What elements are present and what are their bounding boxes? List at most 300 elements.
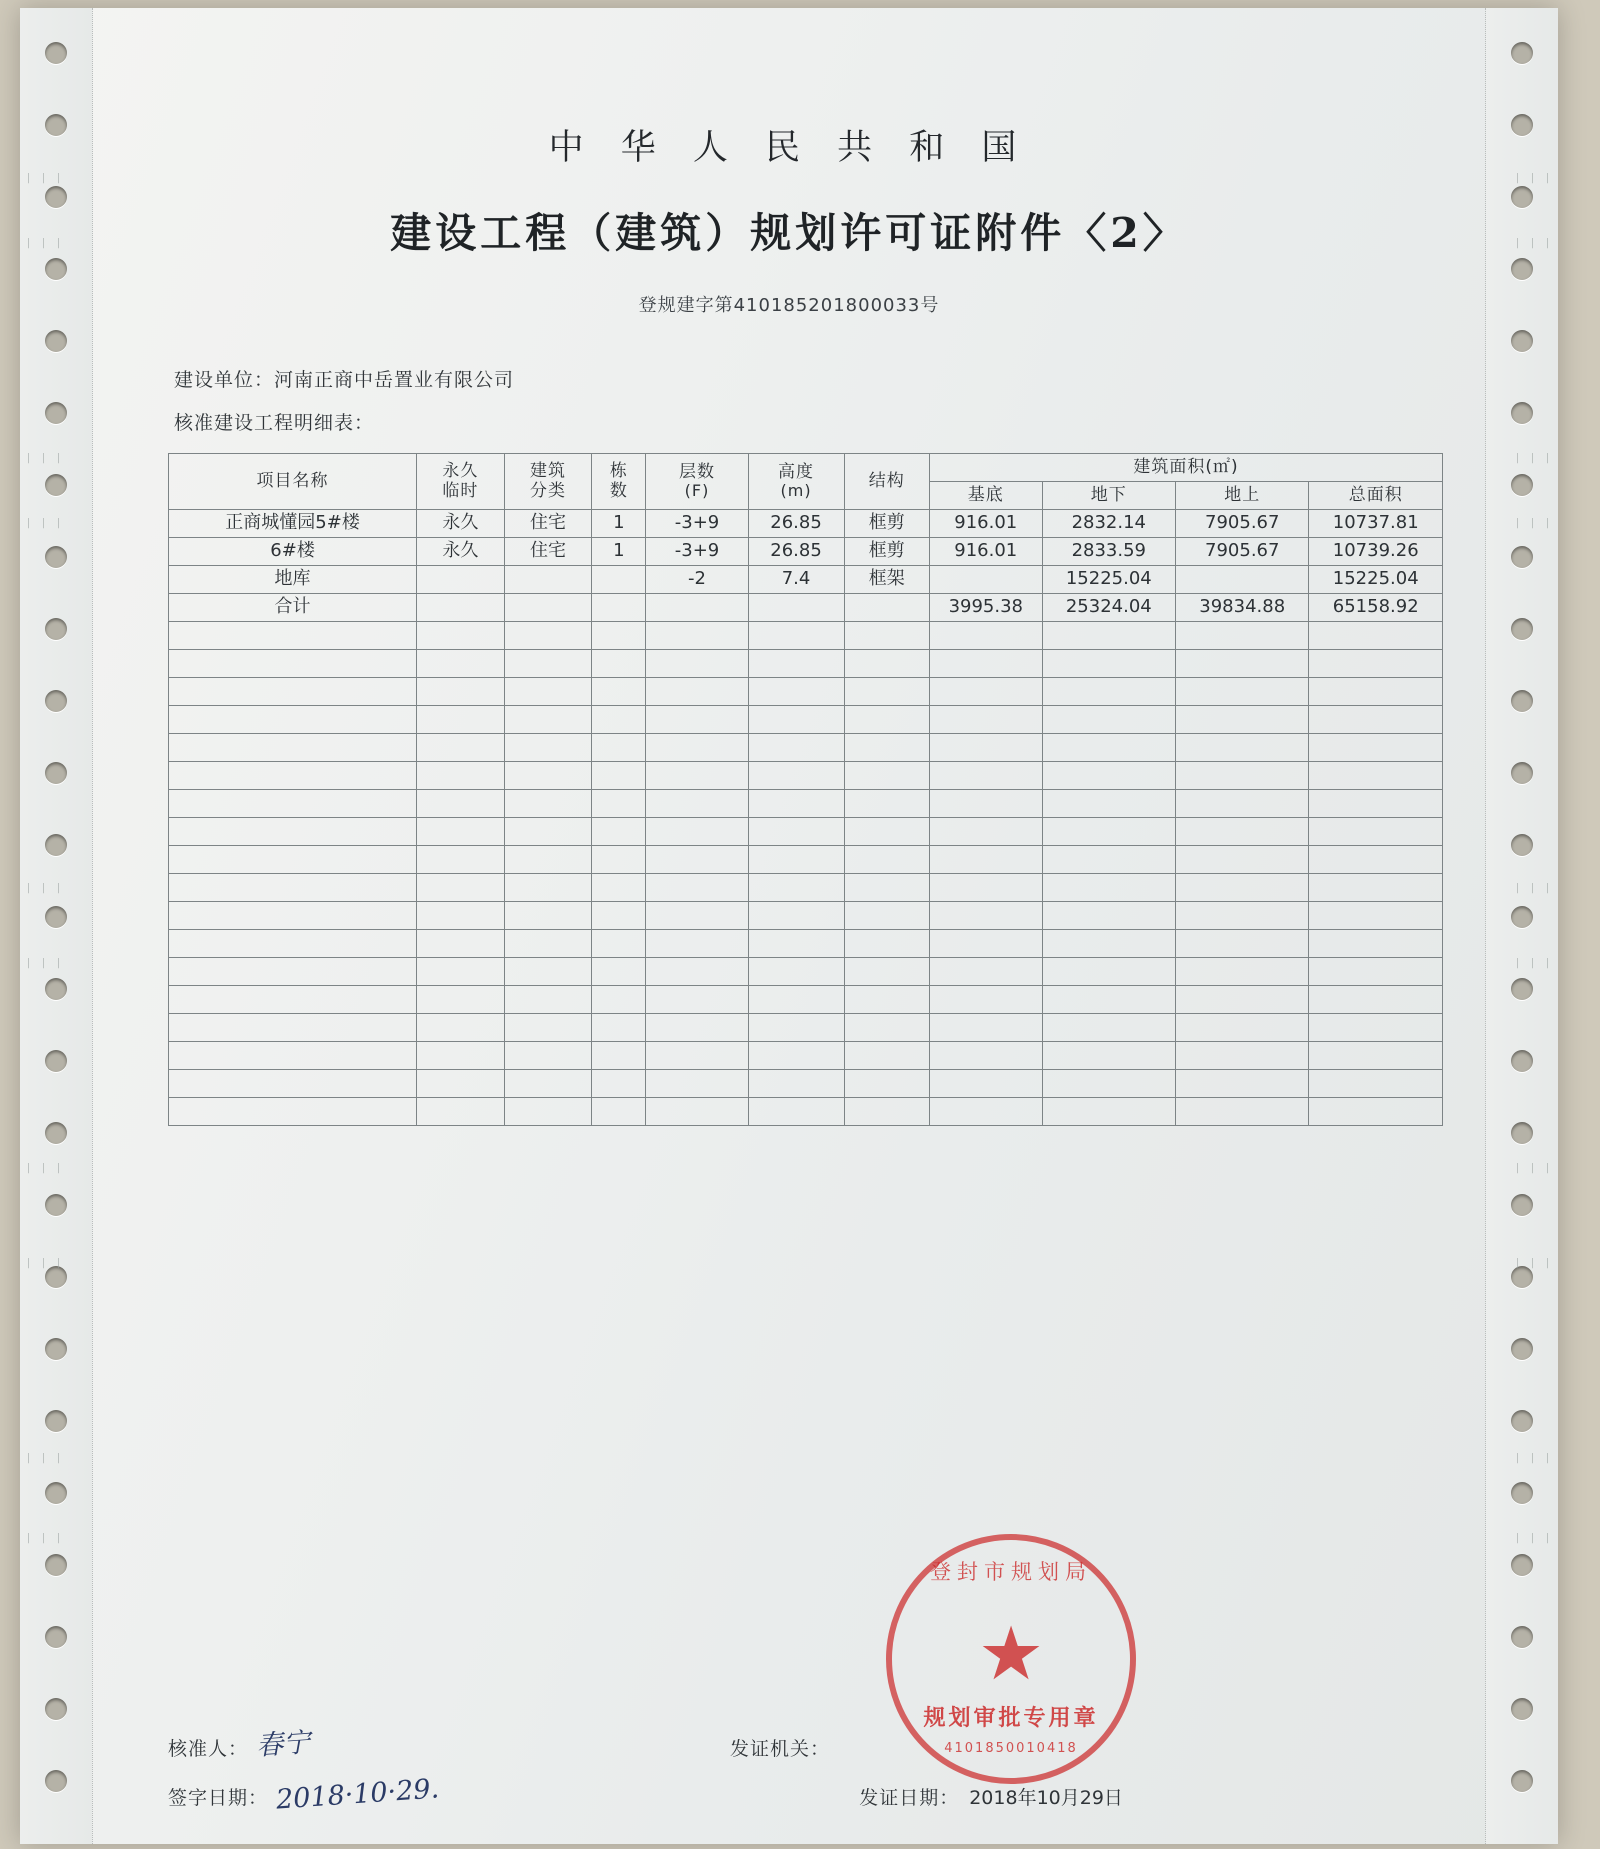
- cell-empty: [169, 958, 417, 986]
- print-artifact: ｜｜｜: [22, 518, 68, 531]
- feed-hole: [45, 1122, 67, 1144]
- table-row-empty: [169, 622, 1443, 650]
- cell-empty: [646, 790, 748, 818]
- print-artifact: ｜｜｜: [22, 173, 68, 186]
- cell-empty: [1309, 902, 1443, 930]
- cell-empty: [417, 734, 505, 762]
- cell-empty: [504, 1042, 592, 1070]
- cell-empty: [844, 930, 929, 958]
- cell-empty: [844, 790, 929, 818]
- builder-value: 河南正商中岳置业有限公司: [274, 369, 515, 391]
- cell-height: 26.85: [748, 538, 844, 566]
- seal-top-text: 登封市规划局: [930, 1560, 1092, 1584]
- feed-hole: [1511, 1410, 1533, 1432]
- cell-name: 地库: [169, 566, 417, 594]
- table-row-empty: [169, 930, 1443, 958]
- cell-count: 1: [592, 510, 646, 538]
- th-count-2: 数: [609, 480, 628, 501]
- feed-hole: [1511, 186, 1533, 208]
- cell-empty: [929, 622, 1042, 650]
- print-artifact: ｜｜｜: [22, 1258, 68, 1271]
- table-row-empty: [169, 874, 1443, 902]
- issuer-block: [730, 1722, 830, 1761]
- th-permanence: [417, 454, 505, 510]
- cell-empty: [1309, 622, 1443, 650]
- cell-empty: [929, 958, 1042, 986]
- cell-empty: [844, 622, 929, 650]
- cell-empty: [929, 986, 1042, 1014]
- table-row-empty: [169, 706, 1443, 734]
- cell-empty: [504, 846, 592, 874]
- cell-empty: [169, 1042, 417, 1070]
- cell-empty: [1176, 874, 1309, 902]
- cell-empty: [1309, 1014, 1443, 1042]
- cell-empty: [1309, 762, 1443, 790]
- cell-empty: [169, 734, 417, 762]
- cell-empty: [1309, 678, 1443, 706]
- cell-empty: [417, 622, 505, 650]
- feed-hole: [1511, 834, 1533, 856]
- cell-empty: [929, 818, 1042, 846]
- feed-hole: [1511, 906, 1533, 928]
- cell-empty: [592, 846, 646, 874]
- cell-empty: [504, 762, 592, 790]
- cell-empty: [929, 846, 1042, 874]
- cell-empty: [504, 734, 592, 762]
- cell-empty: [1309, 1070, 1443, 1098]
- cell-empty: [748, 790, 844, 818]
- cell-count: [592, 566, 646, 594]
- th-area-above: 地上: [1176, 482, 1309, 510]
- cell-empty: [417, 1098, 505, 1126]
- table-caption: 核准建设工程明细表：: [174, 412, 375, 434]
- table-row-empty: [169, 1098, 1443, 1126]
- cell-name: 正商城懂园5#楼: [169, 510, 417, 538]
- sign-date-block: [168, 1773, 441, 1816]
- cell-empty: [1042, 902, 1175, 930]
- cell-empty: [748, 762, 844, 790]
- cell-empty: [748, 902, 844, 930]
- cell-empty: [417, 1014, 505, 1042]
- builder-label: 建设单位：: [174, 369, 275, 391]
- cell-empty: [646, 958, 748, 986]
- cell-empty: [646, 1014, 748, 1042]
- cell-empty: [1042, 1098, 1175, 1126]
- cell-under: 2832.14: [1042, 510, 1175, 538]
- cell-empty: [592, 958, 646, 986]
- cell-empty: [592, 1014, 646, 1042]
- cell-total: 10737.81: [1309, 510, 1443, 538]
- feed-hole: [1511, 42, 1533, 64]
- print-artifact: ｜｜｜: [1510, 173, 1556, 186]
- cell-under: 15225.04: [1042, 566, 1175, 594]
- cell-empty: [169, 790, 417, 818]
- cell-empty: [929, 650, 1042, 678]
- feed-hole: [45, 1554, 67, 1576]
- cell-empty: [417, 874, 505, 902]
- cell-empty: [169, 762, 417, 790]
- cell-empty: [1176, 622, 1309, 650]
- cell-empty: [646, 986, 748, 1014]
- feed-hole: [45, 978, 67, 1000]
- cell-empty: [504, 678, 592, 706]
- approver-signature: 春宁: [255, 1727, 312, 1762]
- feed-hole: [45, 1338, 67, 1360]
- table-body: [169, 510, 1443, 1126]
- cell-empty: [1176, 1070, 1309, 1098]
- cell-empty: [417, 650, 505, 678]
- cell-base: [929, 566, 1042, 594]
- cell-empty: [504, 790, 592, 818]
- cell-empty: [929, 762, 1042, 790]
- cell-name: 6#楼: [169, 538, 417, 566]
- feed-hole: [45, 834, 67, 856]
- table-row-empty: [169, 818, 1443, 846]
- th-area-group: 建筑面积(㎡): [929, 454, 1442, 482]
- cell-height: 26.85: [748, 510, 844, 538]
- cell-empty: [417, 846, 505, 874]
- cell-above: 7905.67: [1176, 510, 1309, 538]
- cell-empty: [417, 958, 505, 986]
- cell-above: 39834.88: [1176, 594, 1309, 622]
- cell-empty: [844, 1070, 929, 1098]
- cell-total: 15225.04: [1309, 566, 1443, 594]
- cell-height: [748, 594, 844, 622]
- cell-above: [1176, 566, 1309, 594]
- table-row-empty: [169, 650, 1443, 678]
- cell-structure: [844, 594, 929, 622]
- cell-empty: [1309, 1098, 1443, 1126]
- cell-empty: [646, 678, 748, 706]
- cell-empty: [504, 1098, 592, 1126]
- print-artifact: ｜｜｜: [1510, 518, 1556, 531]
- cell-empty: [748, 706, 844, 734]
- th-permanent: 永久: [442, 460, 479, 481]
- seal-code-text: 4101850010418: [944, 1741, 1078, 1756]
- cell-empty: [646, 846, 748, 874]
- cell-empty: [1309, 818, 1443, 846]
- cell-empty: [169, 1014, 417, 1042]
- feed-hole: [1511, 978, 1533, 1000]
- feed-hole: [45, 1626, 67, 1648]
- table-row-empty: [169, 678, 1443, 706]
- cell-empty: [929, 678, 1042, 706]
- cell-empty: [1309, 790, 1443, 818]
- cell-empty: [1176, 1014, 1309, 1042]
- cell-empty: [169, 706, 417, 734]
- cell-empty: [1042, 790, 1175, 818]
- feed-hole: [1511, 330, 1533, 352]
- footer-row-dates: [168, 1773, 1472, 1816]
- print-artifact: ｜｜｜: [22, 1453, 68, 1466]
- cell-empty: [1309, 930, 1443, 958]
- print-artifact: ｜｜｜: [22, 238, 68, 251]
- cell-empty: [504, 1070, 592, 1098]
- th-count: [592, 454, 646, 510]
- cell-empty: [1176, 986, 1309, 1014]
- feed-hole: [1511, 1626, 1533, 1648]
- cell-empty: [417, 706, 505, 734]
- table-row: [169, 538, 1443, 566]
- cell-empty: [748, 650, 844, 678]
- table-row-empty: [169, 1070, 1443, 1098]
- cell-permanent: 永久: [417, 510, 505, 538]
- issue-date-label: 发证日期：: [859, 1787, 960, 1809]
- cell-total: 10739.26: [1309, 538, 1443, 566]
- cell-empty: [844, 706, 929, 734]
- cell-empty: [929, 1070, 1042, 1098]
- cell-empty: [748, 734, 844, 762]
- cell-empty: [169, 650, 417, 678]
- cell-empty: [748, 930, 844, 958]
- cell-base: 916.01: [929, 538, 1042, 566]
- cell-structure: 框剪: [844, 538, 929, 566]
- cell-empty: [1176, 734, 1309, 762]
- feed-hole: [1511, 1050, 1533, 1072]
- cell-empty: [504, 622, 592, 650]
- cell-empty: [748, 986, 844, 1014]
- cell-floors: [646, 594, 748, 622]
- document-number: 登规建字第410185201800033号: [638, 295, 940, 316]
- cell-class: 住宅: [504, 538, 592, 566]
- cell-under: 2833.59: [1042, 538, 1175, 566]
- table-row-empty: [169, 762, 1443, 790]
- cell-empty: [844, 874, 929, 902]
- cell-empty: [1176, 1098, 1309, 1126]
- feed-hole: [1511, 1698, 1533, 1720]
- cell-empty: [1042, 650, 1175, 678]
- cell-empty: [748, 846, 844, 874]
- cell-empty: [1176, 902, 1309, 930]
- cell-class: [504, 566, 592, 594]
- cell-empty: [1042, 622, 1175, 650]
- cell-empty: [844, 1098, 929, 1126]
- cell-empty: [592, 734, 646, 762]
- cell-count: [592, 594, 646, 622]
- cell-empty: [748, 1070, 844, 1098]
- table-row-empty: [169, 1042, 1443, 1070]
- cell-empty: [929, 1098, 1042, 1126]
- cell-empty: [417, 1070, 505, 1098]
- cell-empty: [929, 1014, 1042, 1042]
- seal-bottom-text: 规划审批专用章: [923, 1706, 1099, 1731]
- cell-empty: [169, 1098, 417, 1126]
- cell-empty: [169, 622, 417, 650]
- cell-empty: [504, 930, 592, 958]
- print-artifact: ｜｜｜: [22, 958, 68, 971]
- cell-empty: [844, 958, 929, 986]
- cell-empty: [1176, 650, 1309, 678]
- table-row: [169, 594, 1443, 622]
- feed-hole: [1511, 762, 1533, 784]
- table-row-empty: [169, 902, 1443, 930]
- cell-empty: [646, 874, 748, 902]
- cell-under: 25324.04: [1042, 594, 1175, 622]
- builder-line: [174, 365, 1472, 392]
- cell-empty: [1176, 846, 1309, 874]
- cell-empty: [1309, 1042, 1443, 1070]
- th-build-class-2: 分类: [529, 480, 566, 501]
- feed-hole: [45, 114, 67, 136]
- cell-empty: [646, 734, 748, 762]
- cell-empty: [748, 678, 844, 706]
- cell-empty: [748, 818, 844, 846]
- cell-empty: [1042, 762, 1175, 790]
- cell-permanent: [417, 566, 505, 594]
- cell-empty: [1309, 846, 1443, 874]
- issue-date-block: [859, 1779, 1123, 1810]
- paper-sheet: [20, 8, 1558, 1844]
- cell-empty: [592, 818, 646, 846]
- th-area-under: 地下: [1042, 482, 1175, 510]
- th-area-total: 总面积: [1309, 482, 1443, 510]
- cell-empty: [844, 1042, 929, 1070]
- cell-empty: [646, 1070, 748, 1098]
- cell-empty: [169, 678, 417, 706]
- table-row: [169, 566, 1443, 594]
- cell-empty: [646, 902, 748, 930]
- print-artifact: ｜｜｜: [1510, 1533, 1556, 1546]
- cell-empty: [592, 1070, 646, 1098]
- cell-empty: [929, 874, 1042, 902]
- feed-hole: [1511, 690, 1533, 712]
- footer-row-approver: [168, 1722, 1472, 1761]
- th-floors: [646, 454, 748, 510]
- feed-hole: [1511, 114, 1533, 136]
- cell-empty: [844, 734, 929, 762]
- feed-hole: [45, 546, 67, 568]
- issuer-label: 发证机关：: [730, 1738, 831, 1760]
- cell-empty: [646, 762, 748, 790]
- feed-hole: [45, 186, 67, 208]
- cell-empty: [592, 762, 646, 790]
- th-floors-2: (F): [684, 481, 710, 501]
- print-artifact: ｜｜｜: [22, 883, 68, 896]
- feed-hole: [45, 906, 67, 928]
- feed-hole: [45, 42, 67, 64]
- cell-empty: [417, 930, 505, 958]
- table-row-empty: [169, 986, 1443, 1014]
- cell-empty: [1176, 706, 1309, 734]
- th-count-1: 栋: [609, 460, 628, 481]
- th-height-2: (m): [780, 481, 812, 501]
- feed-hole: [45, 258, 67, 280]
- cell-above: 7905.67: [1176, 538, 1309, 566]
- cell-empty: [504, 958, 592, 986]
- cell-empty: [1042, 1014, 1175, 1042]
- cell-empty: [1042, 818, 1175, 846]
- print-artifact: ｜｜｜: [1510, 883, 1556, 896]
- cell-empty: [748, 874, 844, 902]
- cell-empty: [1042, 930, 1175, 958]
- cell-empty: [592, 1098, 646, 1126]
- tractor-strip-right: [1485, 8, 1558, 1844]
- feed-hole: [1511, 1338, 1533, 1360]
- cell-empty: [417, 762, 505, 790]
- star-icon: ★: [977, 1611, 1045, 1697]
- cell-empty: [417, 986, 505, 1014]
- feed-hole: [45, 618, 67, 640]
- cell-empty: [1309, 706, 1443, 734]
- cell-empty: [169, 902, 417, 930]
- cell-empty: [169, 846, 417, 874]
- th-temporary: 临时: [442, 480, 479, 501]
- print-artifact: ｜｜｜: [1510, 1453, 1556, 1466]
- feed-hole: [1511, 1482, 1533, 1504]
- cell-empty: [646, 622, 748, 650]
- cell-empty: [169, 874, 417, 902]
- cell-floors: -2: [646, 566, 748, 594]
- cell-empty: [1042, 678, 1175, 706]
- footer-spacer-1: [310, 1722, 730, 1761]
- cell-empty: [504, 1014, 592, 1042]
- cell-empty: [504, 986, 592, 1014]
- th-area-base: 基底: [929, 482, 1042, 510]
- cell-empty: [504, 706, 592, 734]
- cell-empty: [169, 1070, 417, 1098]
- page-title: 建设工程（建筑）规划许可证附件〈2〉: [390, 209, 1188, 257]
- feed-hole: [45, 1194, 67, 1216]
- cell-empty: [417, 678, 505, 706]
- cell-empty: [748, 1042, 844, 1070]
- print-artifact: ｜｜｜: [1510, 453, 1556, 466]
- cell-empty: [844, 902, 929, 930]
- cell-empty: [504, 902, 592, 930]
- tractor-strip-left: [20, 8, 93, 1844]
- cell-empty: [1309, 734, 1443, 762]
- print-artifact: ｜｜｜: [1510, 1163, 1556, 1176]
- th-structure: 结构: [844, 454, 929, 510]
- cell-empty: [1042, 846, 1175, 874]
- print-artifact: ｜｜｜: [22, 453, 68, 466]
- cell-empty: [417, 818, 505, 846]
- table-row-empty: [169, 1014, 1443, 1042]
- cell-empty: [417, 1042, 505, 1070]
- cell-empty: [1042, 1042, 1175, 1070]
- feed-hole: [1511, 402, 1533, 424]
- cell-empty: [1176, 1042, 1309, 1070]
- cell-empty: [844, 818, 929, 846]
- th-building-class: [504, 454, 592, 510]
- cell-height: 7.4: [748, 566, 844, 594]
- cell-empty: [844, 1014, 929, 1042]
- feed-hole: [1511, 258, 1533, 280]
- cell-base: 916.01: [929, 510, 1042, 538]
- cell-empty: [844, 678, 929, 706]
- feed-hole: [45, 1770, 67, 1792]
- cell-empty: [748, 622, 844, 650]
- cell-empty: [929, 1042, 1042, 1070]
- print-artifact: ｜｜｜: [1510, 958, 1556, 971]
- cell-empty: [646, 706, 748, 734]
- th-build-class-1: 建筑: [529, 460, 566, 481]
- cell-empty: [844, 986, 929, 1014]
- cell-empty: [646, 818, 748, 846]
- cell-structure: 框剪: [844, 510, 929, 538]
- feed-hole: [1511, 1770, 1533, 1792]
- cell-empty: [748, 1014, 844, 1042]
- cell-empty: [592, 902, 646, 930]
- cell-empty: [592, 986, 646, 1014]
- cell-empty: [592, 930, 646, 958]
- cell-empty: [592, 678, 646, 706]
- cell-empty: [592, 622, 646, 650]
- cell-base: 3995.38: [929, 594, 1042, 622]
- cell-empty: [417, 902, 505, 930]
- cell-empty: [1176, 958, 1309, 986]
- cell-empty: [1176, 818, 1309, 846]
- cell-empty: [929, 734, 1042, 762]
